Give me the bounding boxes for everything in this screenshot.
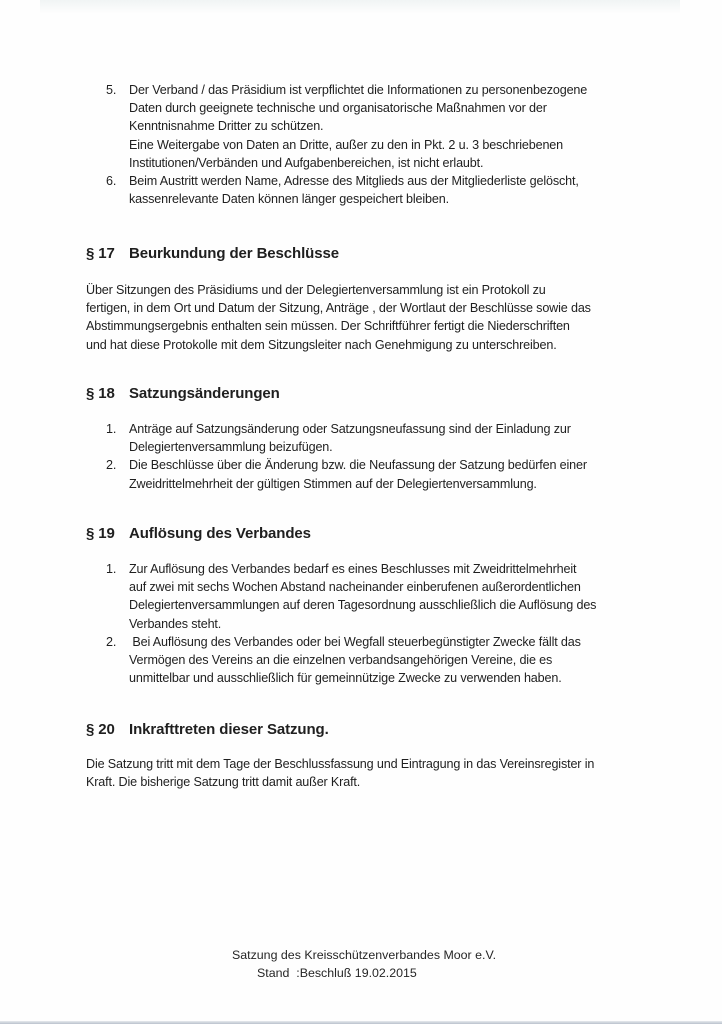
list-number: 6. (106, 174, 117, 189)
list-line: Zweidrittelmehrheit der gültigen Stimmen auf der Delegiertenversammlung. (129, 476, 537, 491)
section-number: § 18 (86, 385, 115, 402)
section-20-heading (86, 720, 329, 740)
section-16-list (106, 81, 587, 208)
paragraph-line: und hat diese Protokolle mit dem Sitzungsleiter nach Genehmigung zu unterschreiben. (86, 337, 557, 352)
section-17-paragraph (86, 281, 591, 354)
section-title: Auflösung des Verbandes (129, 525, 311, 542)
list-line: Vermögen des Vereins an die einzelnen verbandsangehörigen Vereine, die es (129, 653, 553, 668)
list-line: Institutionen/Verbänden und Aufgabenbereichen, ist nicht erlaubt. (129, 155, 484, 170)
list-item (106, 420, 587, 456)
paragraph-line: Die Satzung tritt mit dem Tage der Beschlussfassung und Eintragung in das Vereinsregister in (86, 757, 595, 771)
section-title: Satzungsänderungen (129, 385, 280, 402)
section-20-paragraph (86, 755, 594, 791)
list-line: Kenntnisnahme Dritter zu schützen. (129, 119, 324, 134)
list-line: Anträge auf Satzungsänderung oder Satzungsneufassung sind der Einladung zur (129, 422, 571, 436)
paragraph-line: Kraft. Die bisherige Satzung tritt damit außer Kraft. (86, 775, 361, 790)
section-18-heading (86, 384, 280, 404)
list-line: Daten durch geeignete technische und organisatorische Maßnahmen vor der (129, 101, 547, 116)
paragraph-line: Abstimmungsergebnis enthalten sein müssen. Der Schriftführer fertigt die Niederschriften (86, 319, 570, 334)
list-line: Bei Auflösung des Verbandes oder bei Wegfall steuerbegünstigter Zwecke fällt das (129, 634, 581, 649)
paragraph-line: fertigen, in dem Ort und Datum der Sitzung, Anträge , der Wortlaut der Beschlüsse sowie das (86, 301, 591, 316)
section-number: § 17 (86, 245, 115, 262)
scan-bleed-through (40, 0, 680, 14)
section-number: § 20 (86, 721, 115, 738)
list-line: Die Beschlüsse über die Änderung bzw. die Neufassung der Satzung bedürfen einer (129, 458, 587, 473)
list-item (106, 81, 587, 172)
list-line: Delegiertenversammlung beizufügen. (129, 440, 333, 455)
section-18-list (106, 420, 587, 493)
list-line: Delegiertenversammlungen auf deren Tagesordnung ausschließlich die Auflösung des (129, 598, 597, 613)
list-item (106, 456, 587, 492)
list-line: Eine Weitergabe von Daten an Dritte, außer zu den in Pkt. 2 u. 3 beschriebenen (129, 137, 564, 152)
section-title: Beurkundung der Beschlüsse (129, 245, 339, 262)
list-line: Der Verband / das Präsidium ist verpflichtet die Informationen zu personenbezogene (129, 83, 588, 97)
footer-status: Stand :Beschluß 19.02.2015 (257, 966, 417, 980)
list-line: unmittelbar und ausschließlich für gemeinnützige Zwecke zu verwenden haben. (129, 671, 562, 686)
list-number: 1. (106, 422, 117, 436)
section-number: § 19 (86, 525, 115, 542)
list-item (106, 633, 596, 688)
list-number: 5. (106, 83, 117, 97)
section-title: Inkrafttreten dieser Satzung. (129, 721, 329, 738)
list-line: kassenrelevante Daten können länger gespeichert bleiben. (129, 192, 449, 207)
list-number: 1. (106, 562, 117, 576)
footer-title: Satzung des Kreisschützenverbandes Moor e.V. (232, 948, 497, 962)
list-item (106, 560, 596, 633)
list-line: auf zwei mit sechs Wochen Abstand nacheinander einberufenen außerordentlichen (129, 580, 581, 595)
list-number: 2. (106, 458, 117, 473)
paragraph-line: Über Sitzungen des Präsidiums und der Delegiertenversammlung ist ein Protokoll zu (86, 283, 546, 297)
section-19-list (106, 560, 596, 687)
list-line: Zur Auflösung des Verbandes bedarf es eines Beschlusses mit Zweidrittelmehrheit (129, 562, 577, 576)
list-number: 2. (106, 634, 117, 649)
list-item (106, 172, 587, 208)
section-17-heading (86, 244, 339, 264)
list-line: Verbandes steht. (129, 616, 222, 631)
section-19-heading (86, 524, 311, 544)
list-line: Beim Austritt werden Name, Adresse des Mitglieds aus der Mitgliederliste gelöscht, (129, 174, 579, 189)
